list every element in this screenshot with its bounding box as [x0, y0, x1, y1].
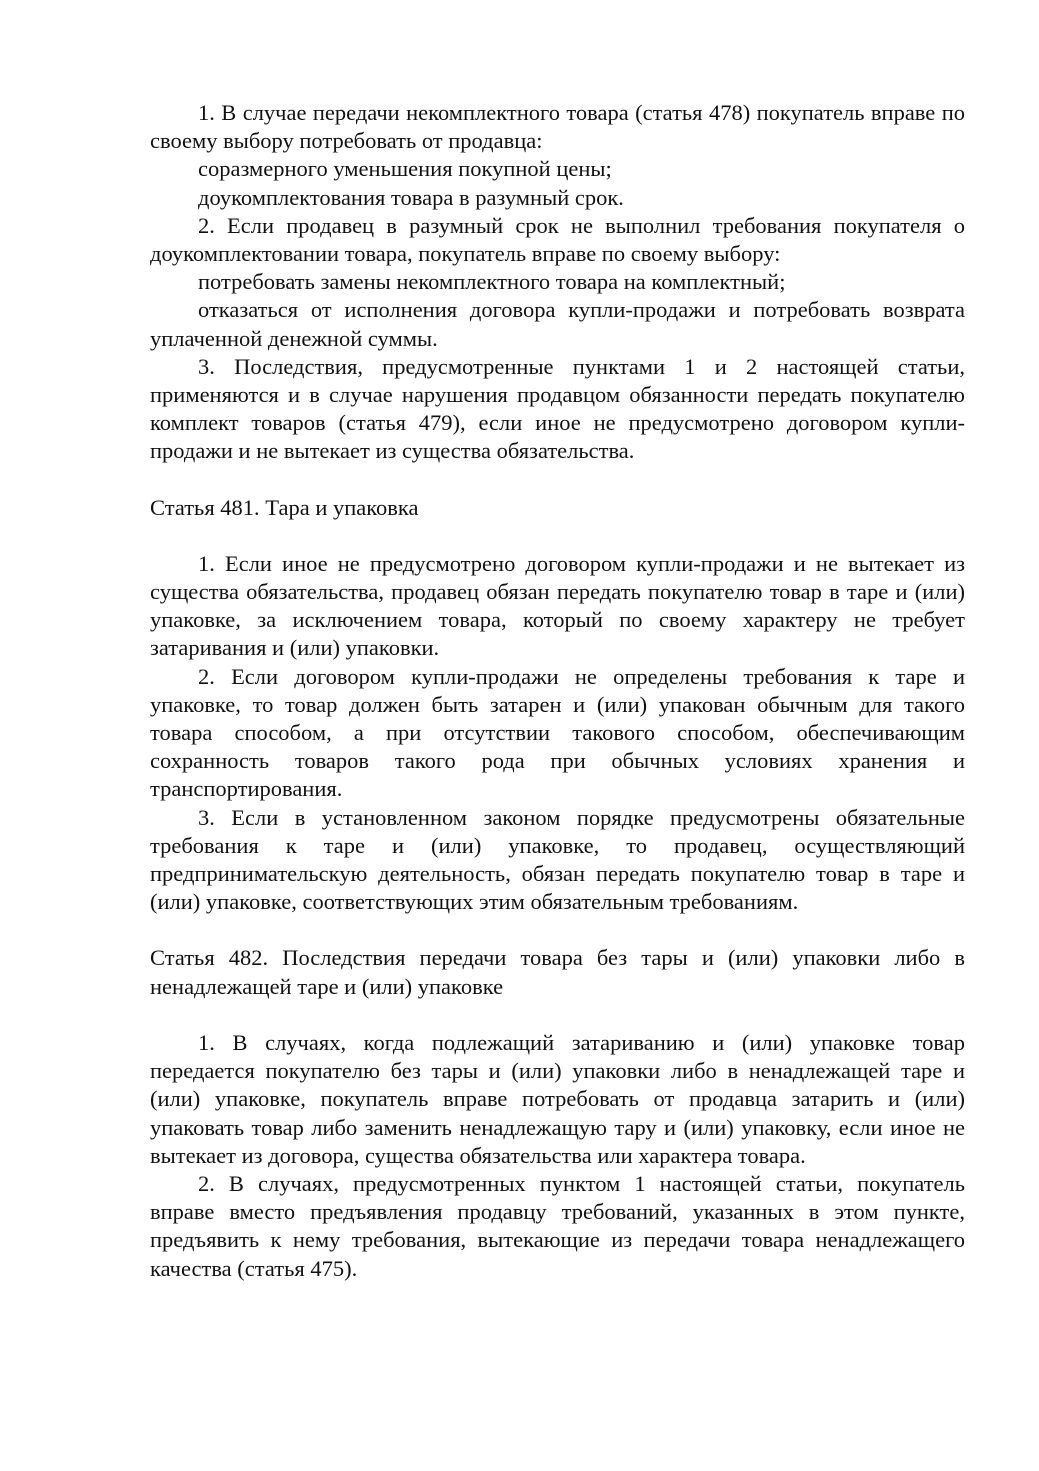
- paragraph: 2. Если продавец в разумный срок не выполнил требования покупателя о доукомплектовании товара, покупатель вправе по своему выбору:: [150, 212, 965, 267]
- paragraph: соразмерного уменьшения покупной цены;: [198, 156, 612, 182]
- spacer: [150, 522, 965, 550]
- document-page: [150, 99, 965, 1283]
- paragraph: 1. Если иное не предусмотрено договором купли-продажи и не вытекает из существа обязательства, продавец обязан передать покупателю товар в таре и (или) упаковке, за исключением товара, который по своему характеру не требует затаривания и (или) упаковки.: [150, 550, 965, 661]
- paragraph: 2. Если договором купли-продажи не определены требования к таре и упаковке, то товар должен быть затарен и (или) упакован обычным для такого товара способом, а при отсутствии такового способом, обеспечивающим сохранность товаров такого рода при обычных условиях хранения и транспортирования.: [150, 663, 965, 802]
- article-heading: Статья 482. Последствия передачи товара без тары и (или) упаковки либо в ненадлежащей таре и (или) упаковке: [150, 945, 965, 999]
- paragraph: 3. Если в установленном законом порядке предусмотрены обязательные требования к таре и (или) упаковке, то продавец, осуществляющий предпринимательскую деятельность, обязан передать покупателю товар в таре и (или) упаковке, соответствующих этим обязательным требованиям.: [150, 804, 965, 915]
- spacer: [150, 466, 965, 494]
- paragraph: потребовать замены некомплектного товара на комплектный;: [198, 269, 786, 295]
- paragraph: 1. В случае передачи некомплектного товара (статья 478) покупатель вправе по своему выбору потребовать от продавца:: [150, 100, 965, 154]
- paragraph: отказаться от исполнения договора купли-продажи и потребовать возврата уплаченной денежной суммы.: [150, 297, 965, 351]
- spacer: [150, 916, 965, 944]
- paragraph: 3. Последствия, предусмотренные пунктами 1 и 2 настоящей статьи, применяются и в случае нарушения продавцом обязанности передать покупателю комплект товаров (статья 479), если иное не предусмотрено договором купли-продажи и не вытекает из существа обязательства.: [150, 353, 965, 464]
- article-heading: Статья 481. Тара и упаковка: [150, 494, 419, 520]
- paragraph: доукомплектования товара в разумный срок.: [198, 184, 624, 210]
- spacer: [150, 1001, 965, 1029]
- paragraph: 2. В случаях, предусмотренных пунктом 1 настоящей статьи, покупатель вправе вместо предъявления продавцу требований, указанных в этом пункте, предъявить к нему требования, вытекающие из передачи товара ненадлежащего качества (статья 475).: [150, 1170, 965, 1281]
- paragraph: 1. В случаях, когда подлежащий затариванию и (или) упаковке товар передается покупателю без тары и (или) упаковки либо в ненадлежащей таре и (или) упаковке, покупатель вправе потребовать от продавца затарить и (или) упаковать товар либо заменить ненадлежащую тару и (или) упаковку, если иное не вытекает из договора, существа обязательства или характера товара.: [150, 1029, 965, 1168]
